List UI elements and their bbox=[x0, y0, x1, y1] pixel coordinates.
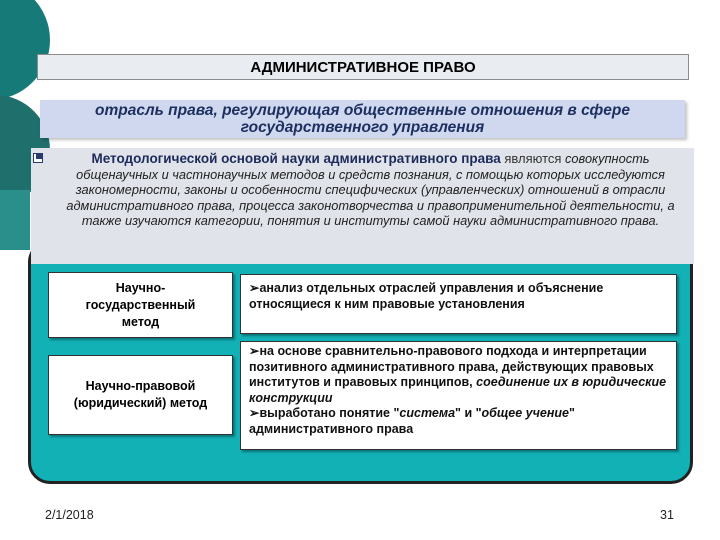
method-2-desc-part-1: на основе сравнительно-правового подхода и интерпретации позитивного административного права, действующих правовых институтов и правовых принципов, bbox=[249, 344, 654, 389]
method-2-desc-part-2a: выработано понятие " bbox=[259, 406, 400, 420]
arrow-bullet-icon: ➢ bbox=[249, 406, 260, 420]
method-2-name-line-2: (юридический) метод bbox=[73, 396, 208, 410]
methodology-lead: Методологической основой науки административного права bbox=[91, 151, 501, 166]
footer-date: 2/1/2018 bbox=[45, 508, 94, 522]
arrow-bullet-icon: ➢ bbox=[249, 281, 260, 295]
method-1-name-line-1: Научно- bbox=[115, 280, 166, 295]
method-2-name-line-1: Научно-правовой bbox=[85, 379, 196, 393]
decorative-strip bbox=[0, 190, 30, 250]
method-desc-box-1 bbox=[240, 274, 677, 334]
slide-title: АДМИНИСТРАТИВНОЕ ПРАВО bbox=[37, 54, 689, 80]
method-2-point-1 bbox=[249, 344, 668, 406]
method-2-term-general-doctrine: общее учение bbox=[481, 406, 569, 420]
method-2-desc-part-2b: " и " bbox=[455, 406, 482, 420]
methodology-body: совокупность общенаучных и частнонаучных методов и средств познания, с помощью которых исследуются закономерности, законы и особенности специфических (управленческих) отношений в отрасли административного права, процесса законотворчества и правоприменительной деятельности, а также изучаются категории, понятия и институты самой науки административного права. bbox=[66, 151, 675, 229]
arrow-bullet-icon: ➢ bbox=[249, 344, 260, 358]
page-number: 31 bbox=[660, 508, 674, 522]
methodology-box bbox=[31, 148, 694, 264]
method-2-term-system: система bbox=[399, 406, 456, 420]
square-bullet-icon bbox=[33, 153, 43, 163]
definition-line-2: государственного управления bbox=[240, 119, 485, 136]
method-2-desc-part-2c: " административного права bbox=[249, 406, 575, 436]
method-2-point-2 bbox=[249, 406, 668, 437]
definition-line-1: отрасль права, регулирующая общественные отношения в сфере bbox=[95, 102, 630, 119]
method-name-box-2 bbox=[48, 355, 233, 435]
method-desc-box-2 bbox=[240, 341, 677, 450]
decorative-circle-top bbox=[0, 0, 50, 100]
definition-box bbox=[40, 100, 685, 138]
method-1-name-line-2: государственный bbox=[85, 297, 196, 312]
methodology-lead-tail: являются bbox=[504, 151, 562, 166]
method-2-desc-emphasis: соединение их в юридические конструкции bbox=[249, 375, 667, 405]
method-1-desc: анализ отдельных отраслей управления и объяснение относящиеся к ним правовые установления bbox=[249, 281, 604, 311]
method-1-name-line-3: метод bbox=[121, 314, 160, 329]
method-name-box-1 bbox=[48, 272, 233, 338]
